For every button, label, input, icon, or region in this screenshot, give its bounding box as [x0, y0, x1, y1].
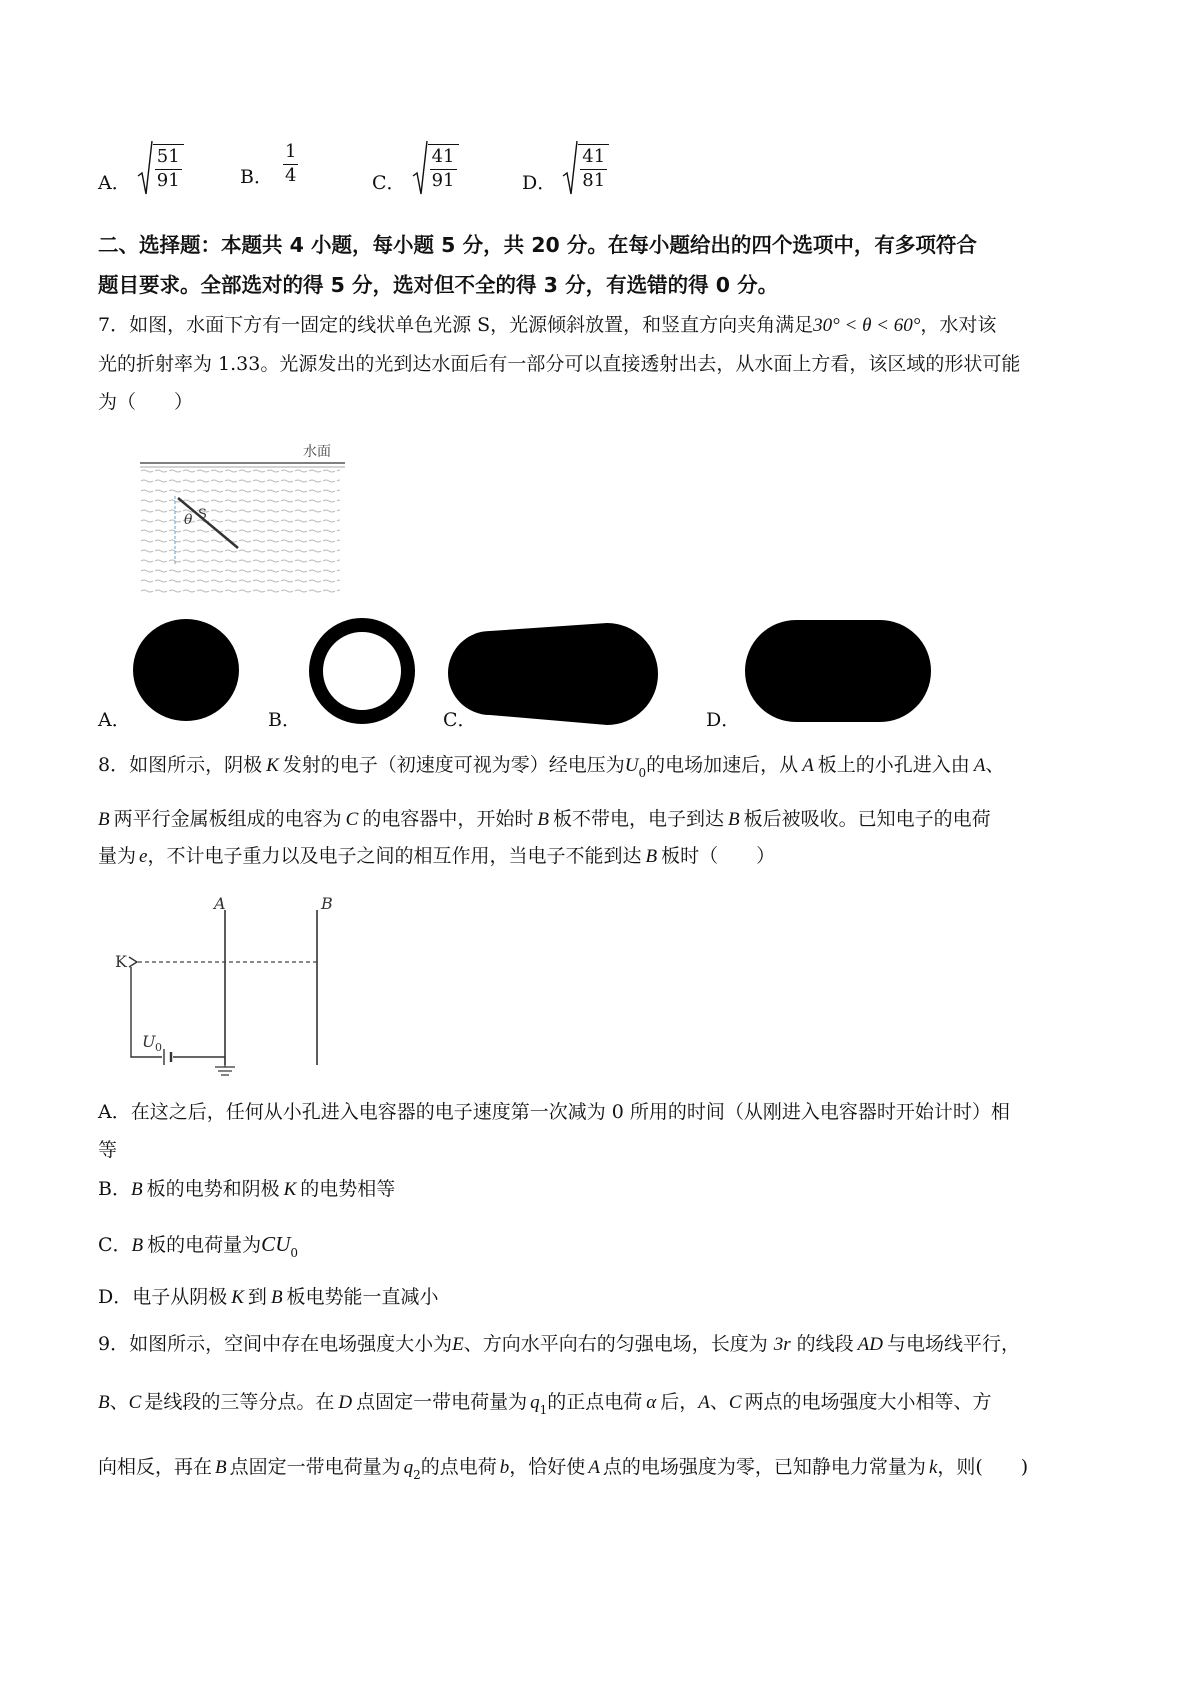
source-s-label: S — [198, 507, 207, 522]
q8-text: 的电势相等 — [300, 1178, 396, 1200]
sqrt-symbol — [562, 140, 609, 196]
q8-a: A — [802, 755, 814, 776]
q8-text: 量为 — [98, 845, 137, 867]
q9-text: ，恰好使 — [509, 1456, 586, 1478]
q8-a: A — [973, 755, 986, 776]
q8-option-a-line1: A．在这之后，任何从小孔进入电容器的电子速度第一次减为 0 所用的时间（从刚进入电容器时开始计时）相 — [98, 1101, 1010, 1123]
q6-option-a — [98, 146, 184, 212]
q9-text: 后， — [660, 1391, 699, 1413]
q8-text: 的电场加速后，从 — [646, 754, 799, 776]
q9-b-charge: b — [499, 1457, 510, 1478]
q6-b-num: 1 — [283, 142, 298, 165]
q7-option-c-label: C． — [443, 709, 477, 731]
q7-condition: 30° < θ < 60° — [813, 315, 921, 336]
q8-text: 板时（ ） — [661, 845, 776, 867]
q9-c: C — [728, 1392, 742, 1413]
q7-option-a-label: A． — [98, 709, 131, 731]
q8-k: K — [283, 1179, 297, 1200]
q8-e: e — [139, 846, 148, 867]
shape-ring — [316, 625, 408, 717]
q8-text: 板的电势和阴极 — [146, 1178, 280, 1200]
q9-text: 、 — [109, 1391, 129, 1413]
q8-b: B — [130, 1179, 143, 1200]
q7-shapes — [120, 615, 940, 730]
q9-text: 的正点电荷 — [547, 1391, 643, 1413]
q8-text: 的电容器中，开始时 — [362, 808, 534, 830]
q8-option-c — [98, 1234, 298, 1259]
q9-q: q — [530, 1392, 540, 1413]
q9-text: 、方向水平向右的匀强电场，长度为 — [463, 1333, 768, 1355]
q6-option-a-label: A． — [98, 172, 131, 194]
q6-b-den: 4 — [285, 164, 297, 186]
q9-sub2: 2 — [413, 1468, 421, 1482]
q6-options — [98, 140, 698, 210]
q7-water-figure — [140, 436, 345, 596]
q9-text: 是线段的三等分点。在 — [144, 1391, 335, 1413]
q9-a: A — [588, 1457, 600, 1478]
q9-c: C — [128, 1392, 142, 1413]
section2-line1: 二、选择题：本题共 4 小题，每小题 5 分，共 20 分。在每小题给出的四个选项中，有多项符合 — [98, 233, 977, 257]
sqrt-symbol — [412, 140, 459, 196]
q9-line3 — [98, 1458, 1028, 1481]
theta-label: θ — [184, 512, 193, 528]
q9-text: 向相反，再在 — [98, 1456, 213, 1478]
q6-a-num: 51 — [155, 147, 182, 170]
q8-option-b — [98, 1180, 395, 1199]
q8-text: C． — [98, 1234, 132, 1256]
q7-line3: 为（ ） — [98, 391, 194, 413]
q8-text: 两平行金属板组成的电容为 — [113, 808, 342, 830]
q9-text: 、 — [709, 1391, 729, 1413]
q8-text: 板后被吸收。已知电子的电荷 — [743, 808, 991, 830]
q8-text: 板上的小孔进入由 — [817, 754, 970, 776]
q7-line1a: 7．如图，水面下方有一固定的线状单色光源 S，光源倾斜放置，和竖直方向夹角满足 — [98, 314, 814, 336]
q6-option-d-label: D． — [522, 172, 557, 194]
q9-alpha: α — [646, 1392, 657, 1413]
q8-line3 — [98, 847, 775, 866]
q8-text: 板不带电，电子到达 — [552, 808, 724, 830]
fig-label-b: B — [321, 894, 333, 913]
q8-k: K — [231, 1287, 244, 1308]
q9-k: k — [928, 1457, 938, 1478]
q9-a: A — [698, 1392, 710, 1413]
shape-stadium — [745, 620, 931, 722]
q8-sub0: 0 — [638, 766, 647, 780]
q6-d-den: 81 — [582, 170, 606, 191]
q8-b: B — [537, 809, 549, 830]
sqrt-symbol — [137, 140, 184, 196]
q7-option-b-label: B． — [268, 709, 301, 731]
q7-option-d-label: D． — [706, 709, 741, 731]
shape-filled-circle — [133, 619, 239, 721]
fig-label-k: K — [115, 952, 127, 971]
q9-q: q — [403, 1457, 414, 1478]
q8-c: C — [345, 809, 359, 830]
q8-option-a-line2: 等 — [98, 1139, 118, 1161]
q6-a-den: 91 — [156, 170, 180, 191]
q9-sub1: 1 — [539, 1403, 548, 1417]
q8-b: B — [727, 809, 740, 830]
q9-text: 两点的电场强度大小相等、方 — [744, 1391, 992, 1413]
q6-c-den: 91 — [431, 170, 455, 191]
q6-option-b — [240, 141, 298, 200]
q8-b: B — [98, 809, 110, 830]
q9-text: 的点电荷 — [420, 1456, 497, 1478]
q8-option-d — [98, 1288, 439, 1307]
q8-u: U — [624, 755, 639, 776]
fig-label-u: U — [142, 1032, 156, 1051]
q7-line1 — [98, 316, 996, 335]
q8-text: 板的电荷量为 — [147, 1234, 262, 1256]
q7-line2: 光的折射率为 1.33。光源发出的光到达水面后有一部分可以直接透射出去，从水面上方看，该区域的形状可能 — [98, 353, 1021, 375]
q9-line1 — [98, 1335, 1020, 1354]
shape-tapered — [448, 623, 658, 725]
q6-option-b-label: B． — [240, 166, 273, 189]
q8-u: U — [275, 1232, 291, 1256]
q9-text: 与电场线平行， — [886, 1333, 1020, 1355]
q9-d: D — [338, 1392, 353, 1413]
fig-label-a: A — [214, 894, 226, 913]
q8-line2 — [98, 810, 991, 829]
q9-text: 点固定一带电荷量为 — [229, 1456, 401, 1478]
q9-line2 — [98, 1393, 992, 1416]
q8-text: 到 — [247, 1286, 267, 1308]
q9-text: 点的电场强度为零，已知静电力常量为 — [602, 1456, 926, 1478]
q8-text: B． — [98, 1178, 131, 1200]
q8-k: K — [266, 755, 279, 776]
q8-text: 板电势能一直减小 — [286, 1286, 439, 1308]
q8-circuit-figure — [110, 885, 350, 1085]
q8-text: 发射的电子（初速度可视为零）经电压为 — [282, 754, 625, 776]
q6-option-d — [522, 146, 609, 212]
q8-b: B — [645, 846, 658, 867]
q6-d-num: 41 — [580, 147, 607, 170]
q8-sub0: 0 — [290, 1246, 298, 1260]
q8-text: 8．如图所示，阴极 — [98, 754, 263, 776]
q6-c-num: 41 — [430, 147, 457, 170]
q8-line1 — [98, 756, 1004, 779]
q9-text: 的线段 — [796, 1333, 854, 1355]
cathode-icon — [129, 957, 137, 967]
section2-line2: 题目要求。全部选对的得 5 分，选对但不全的得 3 分，有选错的得 0 分。 — [98, 273, 779, 297]
fig-label-u-sub: 0 — [155, 1041, 162, 1054]
q9-ad: AD — [857, 1334, 883, 1355]
q8-b: B — [131, 1235, 144, 1256]
q9-3r: 3r — [773, 1334, 791, 1355]
q8-b: B — [270, 1287, 283, 1308]
q9-e: E — [452, 1334, 464, 1355]
q9-text: 9．如图所示，空间中存在电场强度大小为 — [98, 1333, 453, 1355]
q9-b: B — [215, 1457, 227, 1478]
q9-b: B — [98, 1392, 110, 1413]
q6-option-c — [372, 146, 459, 212]
q6-option-c-label: C． — [372, 172, 406, 194]
q8-text: ，不计电子重力以及电子之间的相互作用，当电子不能到达 — [147, 845, 642, 867]
water-surface-label: 水面 — [303, 444, 331, 460]
q9-text: 点固定一带电荷量为 — [356, 1391, 528, 1413]
q8-text: D．电子从阴极 — [98, 1286, 228, 1308]
q8-text: 、 — [985, 754, 1005, 776]
q7-line1b: ，水对该 — [920, 314, 997, 336]
q8-c: C — [261, 1232, 276, 1256]
q9-text: ，则( ) — [937, 1456, 1029, 1478]
